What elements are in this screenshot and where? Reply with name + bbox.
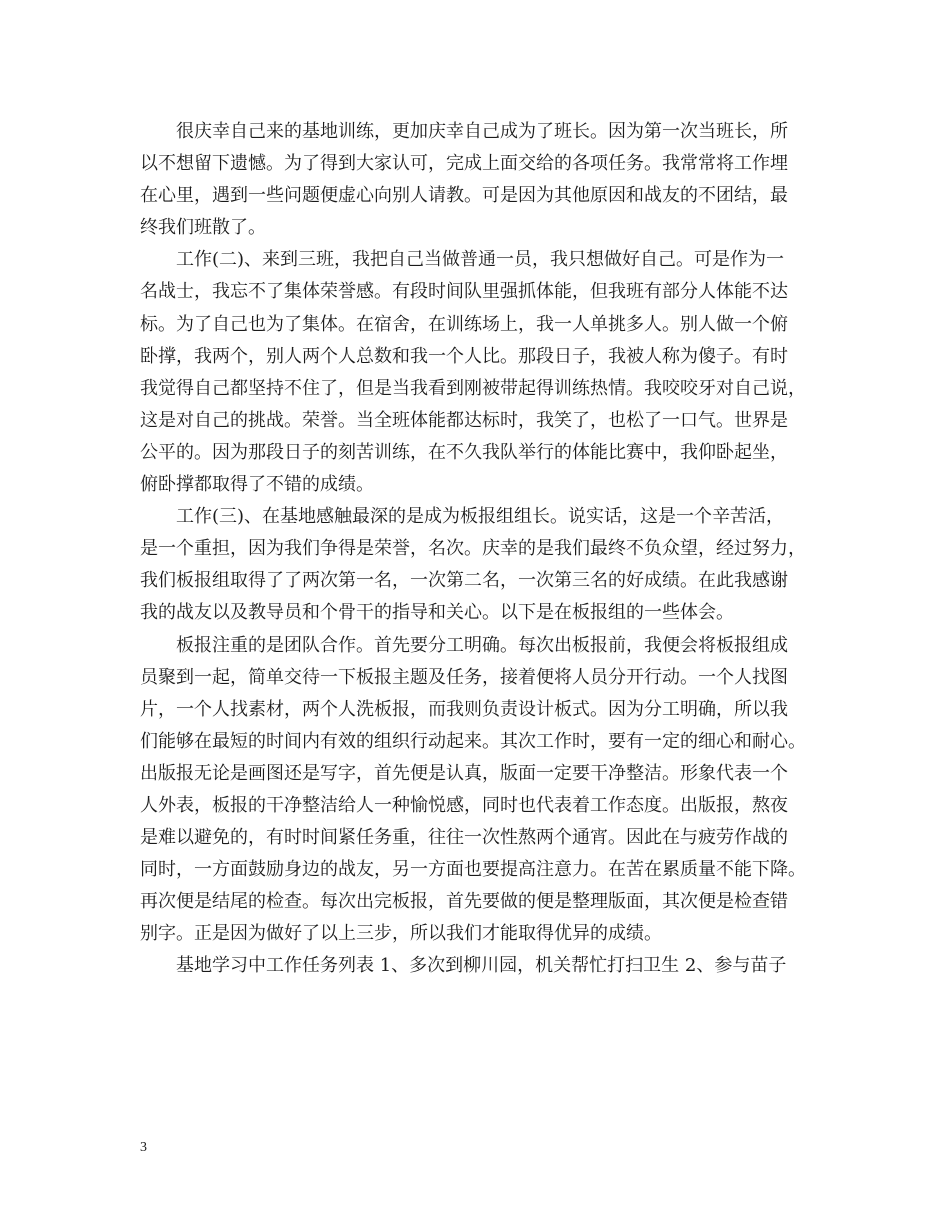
text-line: 很庆幸自己来的基地训练，更加庆幸自己成为了班长。因为第一次当班长，所 — [176, 121, 788, 142]
text-line: 再次便是结尾的检查。每次出完板报，首先要做的便是整理版面，其次便是检查错 — [140, 891, 788, 913]
text-line: 在心里，遇到一些问题便虚心向别人请教。可是因为其他原因和战友的不团结，最 — [140, 185, 788, 207]
text-line: 们能够在最短的时间内有效的组织行动起来。其次工作时，要有一定的细心和耐心。 — [140, 730, 806, 752]
text-line: 标。为了自己也为了集体。在宿舍，在训练场上，我一人单挑多人。别人做一个俯 — [140, 313, 788, 335]
text-line: 别字。正是因为做好了以上三步，所以我们才能取得优异的成绩。 — [140, 923, 662, 945]
text-line: 同时，一方面鼓励身边的战友，另一方面也要提高注意力。在苦在累质量不能下降。 — [140, 859, 806, 881]
document-body — [140, 116, 812, 983]
text-line: 我的战友以及教导员和个骨干的指导和关心。以下是在板报组的一些体会。 — [140, 602, 734, 624]
text-line: 以不想留下遗憾。为了得到大家认可，完成上面交给的各项任务。我常常将工作埋 — [140, 153, 788, 175]
text-line: 名战士，我忘不了集体荣誉感。有段时间队里强抓体能，但我班有部分人体能不达 — [140, 281, 788, 303]
text-line: 工作(三)、在基地感触最深的是成为板报组组长。说实话，这是一个辛苦活， — [176, 506, 785, 528]
text-line: 板报注重的是团队合作。首先要分工明确。每次出板报前，我便会将板报组成 — [176, 634, 788, 656]
text-line: 卧撑，我两个，别人两个人总数和我一个人比。那段日子，我被人称为傻子。有时 — [140, 345, 788, 367]
text-line: 基地学习中工作任务列表 1、多次到柳川园，机关帮忙打扫卫生 2、参与苗子 — [176, 955, 787, 977]
text-line: 工作(二)、来到三班，我把自己当做普通一员，我只想做好自己。可是作为一 — [176, 249, 785, 271]
text-line: 公平的。因为那段日子的刻苦训练，在不久我队举行的体能比赛中，我仰卧起坐， — [140, 441, 788, 463]
text-line: 我们板报组取得了了两次第一名，一次第二名，一次第三名的好成绩。在此我感谢 — [140, 570, 788, 592]
text-line: 人外表，板报的干净整洁给人一种愉悦感，同时也代表着工作态度。出版报，熬夜 — [140, 794, 788, 816]
page-number: 3 — [140, 1140, 147, 1155]
text-line: 员聚到一起，简单交待一下板报主题及任务，接着便将人员分开行动。一个人找图 — [140, 666, 788, 688]
text-line: 是难以避免的，有时时间紧任务重，往往一次性熬两个通宵。因此在与疲劳作战的 — [140, 827, 788, 849]
text-line: 终我们班散了。 — [140, 217, 266, 239]
text-line: 出版报无论是画图还是写字，首先便是认真，版面一定要干净整洁。形象代表一个 — [140, 762, 788, 784]
text-line: 俯卧撑都取得了不错的成绩。 — [140, 474, 374, 496]
text-line: 片，一个人找素材，两个人洗板报，而我则负责设计板式。因为分工明确，所以我 — [140, 698, 788, 720]
text-line: 我觉得自己都坚持不住了，但是当我看到刚被带起得训练热情。我咬咬牙对自己说， — [140, 377, 806, 399]
text-line: 是一个重担，因为我们争得是荣誉，名次。庆幸的是我们最终不负众望，经过努力， — [140, 538, 806, 560]
text-line: 这是对自己的挑战。荣誉。当全班体能都达标时，我笑了，也松了一口气。世界是 — [140, 409, 788, 431]
